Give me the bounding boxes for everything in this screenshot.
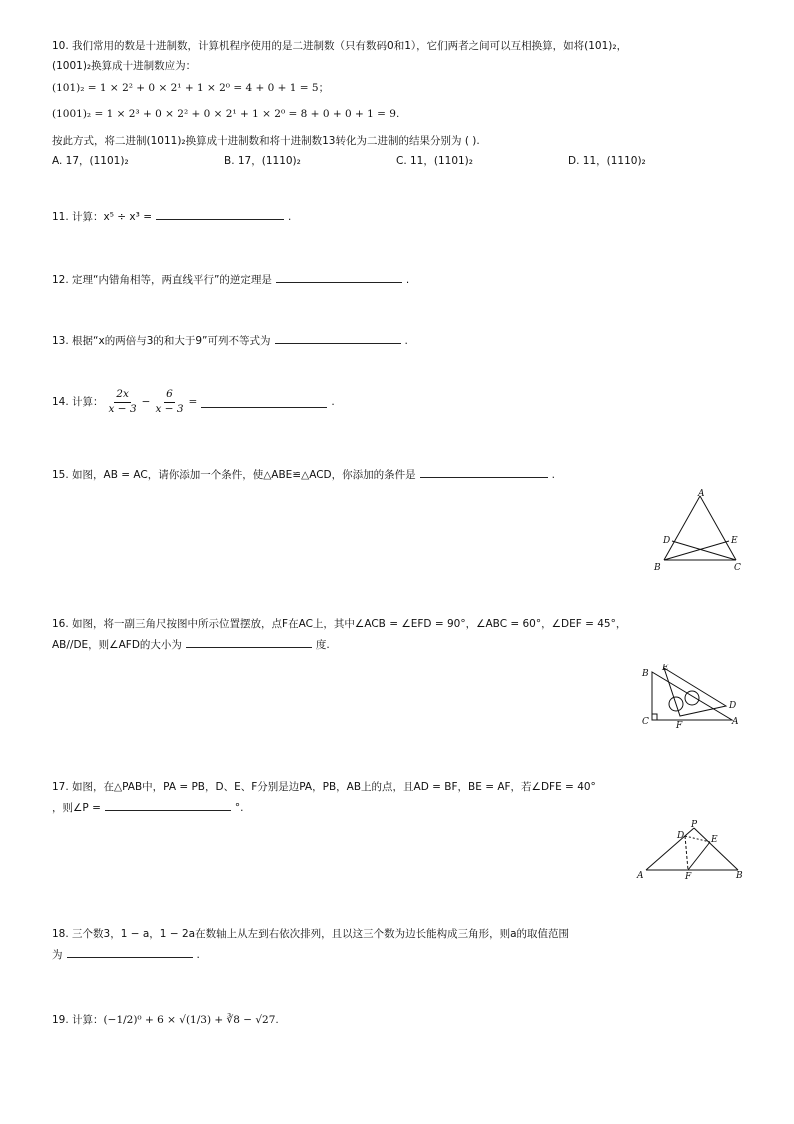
q10-line2: (1001)₂换算成十进制数应为： bbox=[52, 60, 197, 72]
q10-options bbox=[52, 153, 688, 169]
q12-suffix: . bbox=[405, 274, 410, 286]
q11-suffix: . bbox=[288, 211, 292, 223]
q10-line5: 按此方式，将二进制(1011)₂换算成十进制数和将十进制数13转化为二进制的结果分别为 ( ). bbox=[52, 135, 480, 147]
q16-label-f: F bbox=[676, 721, 683, 730]
q13-answer-blank[interactable] bbox=[275, 332, 401, 344]
q14-fraction-2 bbox=[153, 388, 185, 416]
option-b[interactable]: B. 17，(1110)₂ bbox=[224, 155, 301, 167]
q19 bbox=[52, 1012, 279, 1028]
q18-answer-blank[interactable] bbox=[67, 946, 193, 958]
q19-prefix: 19. 计算： bbox=[52, 1014, 104, 1026]
q14-den2: x − 3 bbox=[155, 402, 184, 415]
q13-suffix: . bbox=[404, 335, 408, 347]
q15-answer-blank[interactable] bbox=[420, 466, 548, 478]
q15-label-e: E bbox=[731, 536, 738, 546]
q14-fraction-1 bbox=[107, 388, 139, 416]
q15-label-c: C bbox=[734, 563, 741, 573]
q17-label-f: F bbox=[685, 872, 692, 880]
q15 bbox=[52, 466, 555, 483]
q15-suffix: . bbox=[551, 469, 555, 481]
q17-line1: 17. 如图，在△PAB中，PA = PB，D、E、F分别是边PA，PB，AB上的点，且AD = BF，BE = AF，若∠DFE = 40° bbox=[52, 781, 596, 793]
q17-figure bbox=[636, 820, 746, 880]
q15-label-b: B bbox=[654, 563, 661, 573]
q17-line2 bbox=[52, 799, 243, 816]
q15-prefix: 15. 如图，AB = AC，请你添加一个条件，使△ABE≌△ACD，你添加的条件是 bbox=[52, 469, 416, 481]
q12-answer-blank[interactable] bbox=[276, 271, 402, 283]
q14-den1: x − 3 bbox=[108, 402, 137, 415]
q16-figure bbox=[640, 664, 744, 730]
q17-label-a: A bbox=[637, 871, 644, 880]
q13 bbox=[52, 332, 408, 349]
q10-line4: (1001)₂ = 1 × 2³ + 0 × 2² + 0 × 2¹ + 1 × 2⁰ = 8 + 0 + 0 + 1 = 9. bbox=[52, 108, 400, 120]
q16-label-b: B bbox=[642, 669, 649, 679]
q13-prefix: 13. 根据“x的两倍与3的和大于9”可列不等式为 bbox=[52, 335, 271, 347]
q11 bbox=[52, 208, 291, 225]
q14-num1: 2x bbox=[114, 388, 131, 403]
q16-line2 bbox=[52, 636, 330, 653]
q15-figure bbox=[652, 488, 744, 574]
option-c[interactable]: C. 11，(1101)₂ bbox=[396, 155, 473, 167]
q14-minus: − bbox=[141, 396, 151, 408]
q17-prefix: ，则∠P = bbox=[52, 802, 101, 814]
option-d[interactable]: D. 11，(1110)₂ bbox=[568, 155, 646, 167]
q12-prefix: 12. 定理“内错角相等，两直线平行”的逆定理是 bbox=[52, 274, 272, 286]
q10-line3: (101)₂ = 1 × 2² + 0 × 2¹ + 1 × 2⁰ = 4 + 0 + 1 = 5； bbox=[52, 82, 330, 94]
q16-line1: 16. 如图，将一副三角尺按图中所示位置摆放，点F在AC上，其中∠ACB = ∠EFD = 90°，∠ABC = 60°，∠DEF = 45°， bbox=[52, 618, 627, 630]
q17-suffix: °. bbox=[234, 802, 244, 814]
q18-prefix: 为 bbox=[52, 949, 63, 961]
q17-answer-blank[interactable] bbox=[105, 799, 231, 811]
option-a[interactable]: A. 17，(1101)₂ bbox=[52, 155, 129, 167]
q17-label-p: P bbox=[691, 820, 698, 830]
q18-line2 bbox=[52, 946, 200, 963]
q14-num2: 6 bbox=[164, 388, 175, 403]
q11-answer-blank[interactable] bbox=[156, 208, 284, 220]
q17-label-d: D bbox=[677, 831, 685, 841]
q15-label-d: D bbox=[663, 536, 671, 546]
q15-label-a: A bbox=[698, 489, 705, 499]
q14-prefix: 14. 计算： bbox=[52, 396, 104, 408]
q16-prefix: AB//DE，则∠AFD的大小为 bbox=[52, 639, 182, 651]
q17-label-b: B bbox=[736, 871, 743, 880]
q14-suffix: . bbox=[331, 396, 335, 408]
q14-answer-blank[interactable] bbox=[201, 396, 327, 408]
q18-line1: 18. 三个数3，1 − a，1 − 2a在数轴上从左到右依次排列，且以这三个数为边长能构成三角形，则a的取值范围 bbox=[52, 928, 570, 940]
q16-label-d: D bbox=[729, 701, 737, 711]
q18-suffix: . bbox=[196, 949, 200, 961]
q16-label-c: C bbox=[642, 717, 649, 727]
q12 bbox=[52, 271, 409, 288]
q16-answer-blank[interactable] bbox=[186, 636, 312, 648]
q16-suffix: 度. bbox=[315, 639, 330, 651]
q14 bbox=[52, 388, 335, 416]
q19-expression: (−1/2)⁰ + 6 × √(1/3) + ∛8 − √27. bbox=[103, 1014, 279, 1026]
q16-label-a: A bbox=[732, 717, 739, 727]
q11-prefix: 11. 计算：x⁵ ÷ x³ = bbox=[52, 211, 152, 223]
q16-label-e: E bbox=[662, 664, 669, 673]
q17-label-e: E bbox=[711, 835, 718, 845]
q10-line1: 10. 我们常用的数是十进制数，计算机程序使用的是二进制数（只有数码0和1），它们两者之间可以互相换算，如将(101)₂， bbox=[52, 40, 628, 52]
q14-equals: = bbox=[188, 396, 198, 408]
